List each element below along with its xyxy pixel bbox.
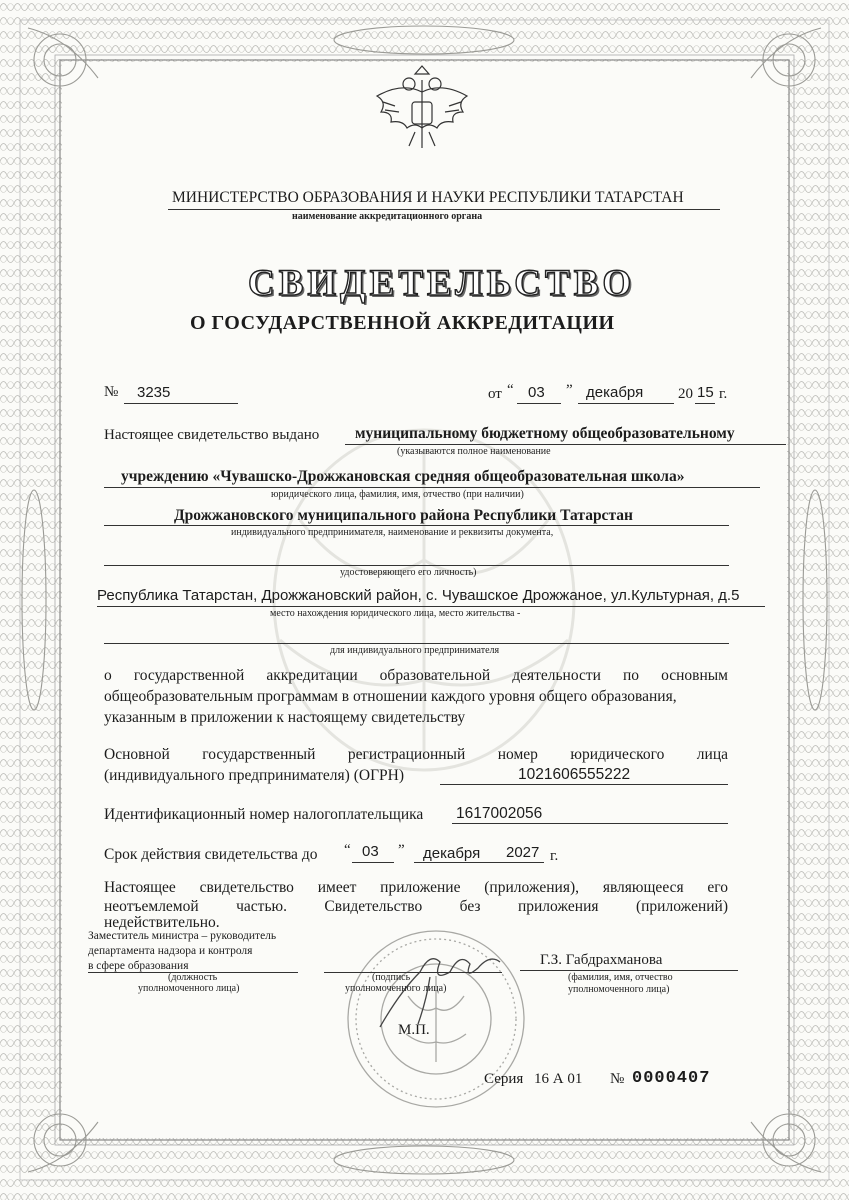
signatory-position-2: департамента надзора и контроля xyxy=(88,945,253,957)
date-from-label: от xyxy=(488,386,502,402)
issued-line-2-underline xyxy=(104,487,760,488)
inn-label: Идентификационный номер налогоплательщика xyxy=(104,806,424,823)
authority-underline xyxy=(168,209,720,210)
blank-line-2 xyxy=(104,643,729,644)
number-label: № xyxy=(104,384,119,400)
name-caption-2: уполномоченного лица) xyxy=(568,984,670,995)
ogrn-value: 1021606555222 xyxy=(518,766,631,783)
date-quote-open: “ xyxy=(507,382,514,398)
day-underline xyxy=(517,403,561,404)
issued-caption-1: (указываются полное наименование xyxy=(397,446,551,457)
validity-day: 03 xyxy=(362,843,379,860)
blank-line-1 xyxy=(104,565,729,566)
certificate-number: 3235 xyxy=(137,384,171,401)
purpose-line-1: о государственной аккредитации образовательной деятельности по основным xyxy=(104,667,728,684)
month-underline xyxy=(578,403,674,404)
purpose-line-3: указанным в приложении к настоящему свидетельству xyxy=(104,709,466,726)
number-underline xyxy=(124,403,238,404)
position-caption-1: (должность xyxy=(168,972,218,983)
signatory-position-1: Заместитель министра – руководитель xyxy=(88,930,277,942)
document-subtitle: О ГОСУДАРСТВЕННОЙ АККРЕДИТАЦИИ xyxy=(190,312,615,334)
issued-line-1: муниципальному бюджетному общеобразовательному xyxy=(355,425,735,442)
ogrn-underline xyxy=(440,784,728,785)
validity-label: Срок действия свидетельства до xyxy=(104,846,318,863)
validity-month: декабря xyxy=(423,845,481,862)
inn-value: 1617002056 xyxy=(456,805,543,822)
authority-caption: наименование аккредитационного органа xyxy=(292,211,483,222)
signature-underline xyxy=(324,972,502,973)
date-quote-close: ” xyxy=(566,382,573,398)
position-caption-2: уполномоченного лица) xyxy=(138,983,240,994)
appendix-line-3: недействительно. xyxy=(104,914,220,931)
issued-line-1-underline xyxy=(345,444,786,445)
stamp-place-label: М.П. xyxy=(398,1022,430,1038)
ogrn-line-1: Основной государственный регистрационный номер юридического лица xyxy=(104,746,728,763)
issue-month: декабря xyxy=(586,384,644,401)
ogrn-label: (индивидуального предпринимателя) (ОГРН) xyxy=(104,767,405,784)
address-underline xyxy=(97,606,765,607)
validity-year: 2027 xyxy=(506,844,540,861)
issued-caption-4: удостоверяющего его личность) xyxy=(340,567,477,578)
document-title: СВИДЕТЕЛЬСТВО xyxy=(248,263,636,304)
issue-year-suffix: 15 xyxy=(697,384,714,401)
validity-month-underline xyxy=(414,862,544,863)
issue-day: 03 xyxy=(528,384,545,401)
inn-underline xyxy=(452,823,728,824)
signatory-position-3: в сфере образования xyxy=(88,960,189,972)
coat-of-arms-icon xyxy=(367,62,477,152)
validity-unit: г. xyxy=(550,848,559,864)
appendix-line-2: неотъемлемой частью. Свидетельство без приложения (приложений) xyxy=(104,898,728,915)
series-value: 16 А 01 xyxy=(534,1071,583,1087)
year-prefix: 20 xyxy=(678,386,693,402)
signature-caption-1: (подпись xyxy=(372,972,411,983)
name-underline xyxy=(520,970,738,971)
validity-quote-open: “ xyxy=(344,842,351,858)
signatory-name: Г.З. Габдрахманова xyxy=(540,952,663,968)
signature-caption-2: уполномоченного лица) xyxy=(345,983,447,994)
year-underline xyxy=(695,403,715,404)
issued-line-2: учреждению «Чувашско-Дрожжановская средняя общеобразовательная школа» xyxy=(121,468,685,485)
validity-day-underline xyxy=(352,862,394,863)
validity-quote-close: ” xyxy=(398,842,405,858)
series-number: 0000407 xyxy=(632,1069,711,1088)
year-unit: г. xyxy=(719,386,728,402)
issued-label: Настоящее свидетельство выдано xyxy=(104,427,320,443)
issued-caption-6: для индивидуального предпринимателя xyxy=(330,645,500,656)
authority-name: МИНИСТЕРСТВО ОБРАЗОВАНИЯ И НАУКИ РЕСПУБЛИКИ ТАТАРСТАН xyxy=(172,189,684,206)
issued-caption-2: юридического лица, фамилия, имя, отчество (при наличии) xyxy=(271,489,524,500)
series-label: Серия xyxy=(484,1071,524,1087)
name-caption-1: (фамилия, имя, отчество xyxy=(568,972,673,983)
appendix-line-1: Настоящее свидетельство имеет приложение (приложения), являющееся его xyxy=(104,879,728,896)
series-number-label: № xyxy=(610,1071,625,1087)
issued-line-3: Дрожжановского муниципального района Республики Татарстан xyxy=(174,507,633,524)
issued-caption-3: индивидуального предпринимателя, наименование и реквизиты документа, xyxy=(231,527,554,538)
issued-line-3-underline xyxy=(104,525,729,526)
issued-caption-5: место нахождения юридического лица, место жительства - xyxy=(270,608,521,619)
purpose-line-2: общеобразовательным программам в отношении каждого уровня общего образования, xyxy=(104,688,677,705)
address-value: Республика Татарстан, Дрожжановский район, с. Чувашское Дрожжаное, ул.Культурная, д.5 xyxy=(97,587,740,604)
